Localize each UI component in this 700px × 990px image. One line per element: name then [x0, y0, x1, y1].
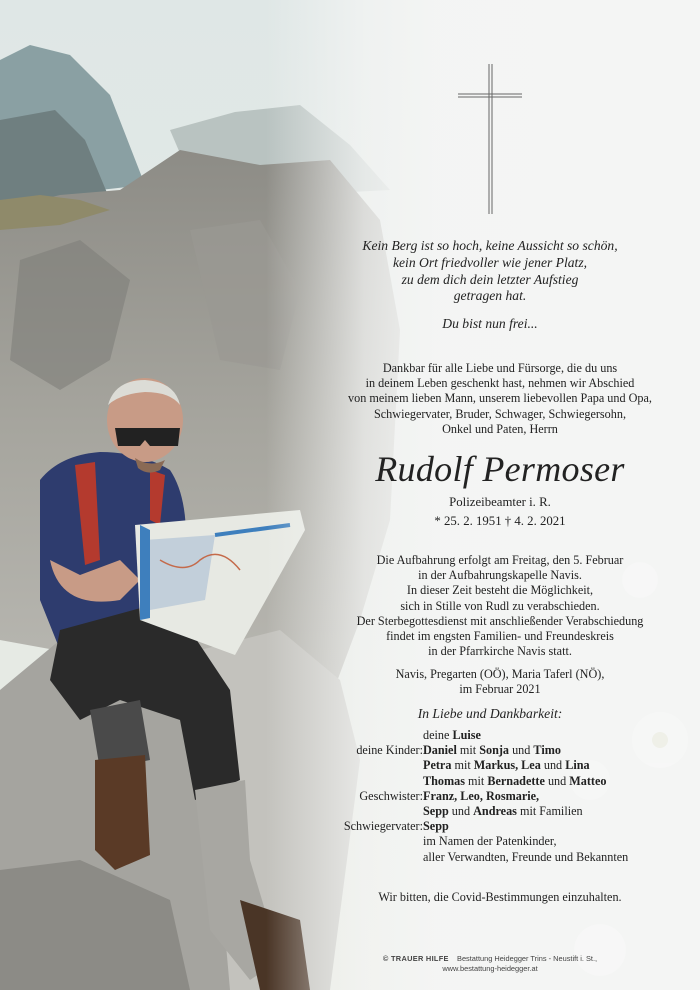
service-line: Der Sterbegottesdienst mit anschließender Verabschiedung: [356, 614, 644, 628]
mourner-names: [423, 850, 628, 865]
poem-line: getragen hat.: [453, 288, 527, 304]
mourner-name-part: Luise: [452, 728, 481, 742]
funeral-url: www.bestattung-heidegger.at: [442, 964, 538, 973]
mourner-names: [423, 834, 557, 849]
place-date: [318, 667, 682, 697]
footer: [340, 954, 640, 974]
viewing-line: in der Aufbahrungskapelle Navis.: [418, 568, 582, 583]
mourner-names: [423, 819, 449, 834]
mourner-name-part: Franz, Leo, Rosmarie,: [423, 788, 540, 803]
service-line: in der Pfarrkirche Navis statt.: [428, 644, 572, 659]
service-text: [318, 614, 682, 660]
mourner-name-part: Andreas: [473, 803, 517, 818]
intro-line: Onkel und Paten, Herrn: [442, 421, 558, 436]
intro-line: Dankbar für alle Liebe und Fürsorge, die du uns: [382, 361, 618, 375]
place-line: Navis, Pregarten (OÖ), Maria Taferl (NÖ),: [395, 667, 605, 681]
mourner-names: [423, 789, 539, 804]
viewing-line: Die Aufbahrung erfolgt am Freitag, den 5. Februar: [376, 553, 624, 567]
mourner-row: [318, 774, 698, 789]
mourner-row: [318, 758, 698, 773]
mourner-name-part: im Namen der Patenkinder,: [423, 834, 557, 849]
viewing-line: sich in Stille von Rudl zu verabschieden.: [400, 598, 600, 613]
mourner-name-part: mit Familien: [516, 803, 583, 818]
mourner-row: [318, 834, 698, 849]
mourner-name-part: Thomas: [423, 773, 465, 788]
mourner-name-part: Matteo: [569, 773, 607, 788]
mourner-name-part: und: [448, 803, 474, 818]
mourner-names: [423, 758, 590, 773]
mourner-label: Schwiegervater:: [343, 819, 423, 834]
mourner-row: [318, 850, 698, 865]
mourner-name-part: Daniel: [423, 743, 457, 758]
mourner-name-part: deine: [423, 728, 453, 742]
deceased-dates: * 25. 2. 1951 † 4. 2. 2021: [434, 514, 566, 528]
funeral-company: Bestattung Heidegger Trins - Neustift i. St.,: [457, 954, 598, 963]
intro-line: von meinem lieben Mann, unserem liebevollen Papa und Opa,: [348, 391, 652, 406]
mourner-label: Geschwister:: [359, 788, 423, 803]
mourner-names: [423, 743, 561, 758]
intro-text: [318, 361, 682, 437]
mourner-names: [423, 728, 481, 743]
mourner-name-part: mit: [451, 758, 474, 773]
mourner-name-part: Timo: [533, 743, 561, 758]
mourner-label: deine Kinder:: [356, 743, 423, 758]
mourner-name-part: und: [544, 773, 570, 788]
poem: [330, 238, 650, 305]
cross-icon: [458, 64, 522, 214]
mourner-name-part: Lina: [565, 758, 590, 773]
mourner-names: [423, 774, 607, 789]
mourner-row: [318, 804, 698, 819]
mourner-name-part: aller Verwandten, Freunde und Bekannten: [423, 849, 629, 864]
mourner-name-part: Bernadette: [487, 773, 545, 788]
poem-line: kein Ort friedvoller wie jener Platz,: [392, 254, 588, 270]
mourner-name-part: Sepp: [423, 803, 449, 818]
poem-closing: Du bist nun frei...: [442, 316, 538, 331]
mourner-row: [318, 789, 698, 804]
poem-line: Kein Berg ist so hoch, keine Aussicht so schön,: [362, 238, 618, 253]
mourner-names: [423, 804, 583, 819]
mourner-name-part: Sepp: [423, 819, 449, 834]
place-line: im Februar 2021: [459, 682, 541, 697]
mourners-heading: In Liebe und Dankbarkeit:: [417, 706, 563, 721]
viewing-text: [318, 553, 682, 614]
mourner-row: [318, 743, 698, 758]
service-line: findet im engsten Familien- und Freundeskreis: [386, 629, 614, 644]
intro-line: in deinem Leben geschenkt hast, nehmen wir Abschied: [365, 376, 635, 391]
mourner-name-part: und: [509, 743, 534, 758]
mourner-name-part: und: [540, 758, 566, 773]
mourner-name-part: mit: [456, 743, 480, 758]
trauer-hilfe-logo: © TRAUER HILFE: [382, 954, 449, 963]
mourner-name-part: Petra: [423, 758, 452, 773]
viewing-line: In dieser Zeit besteht die Möglichkeit,: [406, 583, 594, 598]
mourner-name-part: Sonja: [479, 743, 510, 758]
intro-line: Schwiegervater, Bruder, Schwager, Schwiegersohn,: [373, 406, 627, 421]
mourner-row: [318, 819, 698, 834]
mourner-row: [318, 728, 698, 743]
deceased-name: Rudolf Permoser: [375, 449, 625, 489]
mourners-list: [318, 728, 698, 865]
covid-notice: Wir bitten, die Covid-Bestimmungen einzuhalten.: [378, 890, 622, 904]
mourner-name-part: Markus, Lea: [473, 758, 541, 773]
mourner-name-part: mit: [465, 773, 488, 788]
deceased-occupation: Polizeibeamter i. R.: [449, 495, 551, 509]
poem-line: zu dem dich dein letzter Aufstieg: [401, 271, 579, 287]
